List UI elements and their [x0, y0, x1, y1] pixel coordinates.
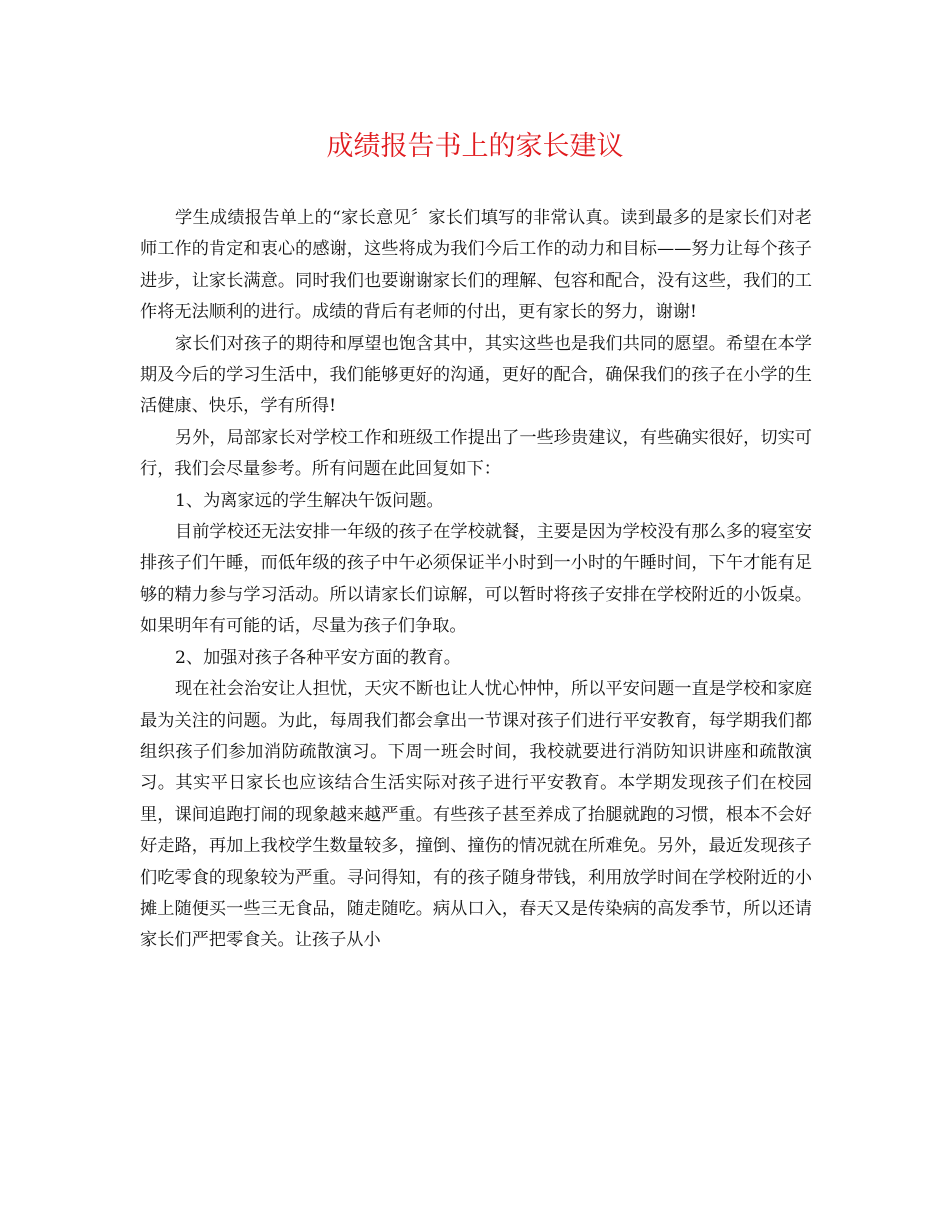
document-title: 成绩报告书上的家长建议 — [326, 131, 624, 162]
paragraph-item-1-reply: 目前学校还无法安排一年级的孩子在学校就餐，主要是因为学校没有那么多的寝室安排孩子们午睡，而低年级的孩子中午必须保证半小时到一小时的午睡时间，下午才能有足够的精力参与学习活动。所以请家长们谅解，可以暂时将孩子安排在学校附近的小饭桌。如果明年有可能的话，尽量为孩子们争取。 — [140, 522, 812, 637]
paragraph-parent-feedback: 学生成绩报告单上的“家长意见〞家长们填写的非常认真。读到最多的是家长们对老师工作的肯定和衷心的感谢，这些将成为我们今后工作的动力和目标——努力让每个孩子进步，让家长满意。同时我们也要谢谢家长们的理解、包容和配合，没有这些，我们的工作将无法顺利的进行。成绩的背后有老师的付出，更有家长的努力，谢谢! — [140, 208, 812, 323]
paragraph-item-1-heading: 1、为离家远的学生解决午饭问题。 — [175, 490, 444, 511]
paragraph-item-2-heading: 2、加强对孩子各种平安方面的教育。 — [175, 647, 461, 668]
paragraph-shared-hopes: 家长们对孩子的期待和厚望也饱含其中，其实这些也是我们共同的愿望。希望在本学期及今后的学习生活中，我们能够更好的沟通，更好的配合，确保我们的孩子在小学的生活健康、快乐，学有所得! — [140, 333, 812, 417]
paragraph-suggestions-intro: 另外，局部家长对学校工作和班级工作提出了一些珍贵建议，有些确实很好，切实可行，我们会尽量参考。所有问题在此回复如下： — [140, 427, 812, 480]
paragraph-item-2-reply: 现在社会治安让人担忧，天灾不断也让人忧心忡忡，所以平安问题一直是学校和家庭最为关注的问题。为此，每周我们都会拿出一节课对孩子们进行平安教育，每学期我们都组织孩子们参加消防疏散演习。下周一班会时间，我校就要进行消防知识讲座和疏散演习。其实平日家长也应该结合生活实际对孩子进行平安教育。本学期发现孩子们在校园里，课间追跑打闹的现象越来越严重。有些孩子甚至养成了抬腿就跑的习惯，根本不会好好走路，再加上我校学生数量较多，撞倒、撞伤的情况就在所难免。另外，最近发现孩子们吃零食的现象较为严重。寻问得知，有的孩子随身带钱，利用放学时间在学校附近的小摊上随便买一些三无食品，随走随吃。病从口入，春天又是传染病的高发季节，所以还请家长们严把零食关。让孩子从小 — [140, 679, 812, 951]
document-body — [140, 203, 812, 957]
